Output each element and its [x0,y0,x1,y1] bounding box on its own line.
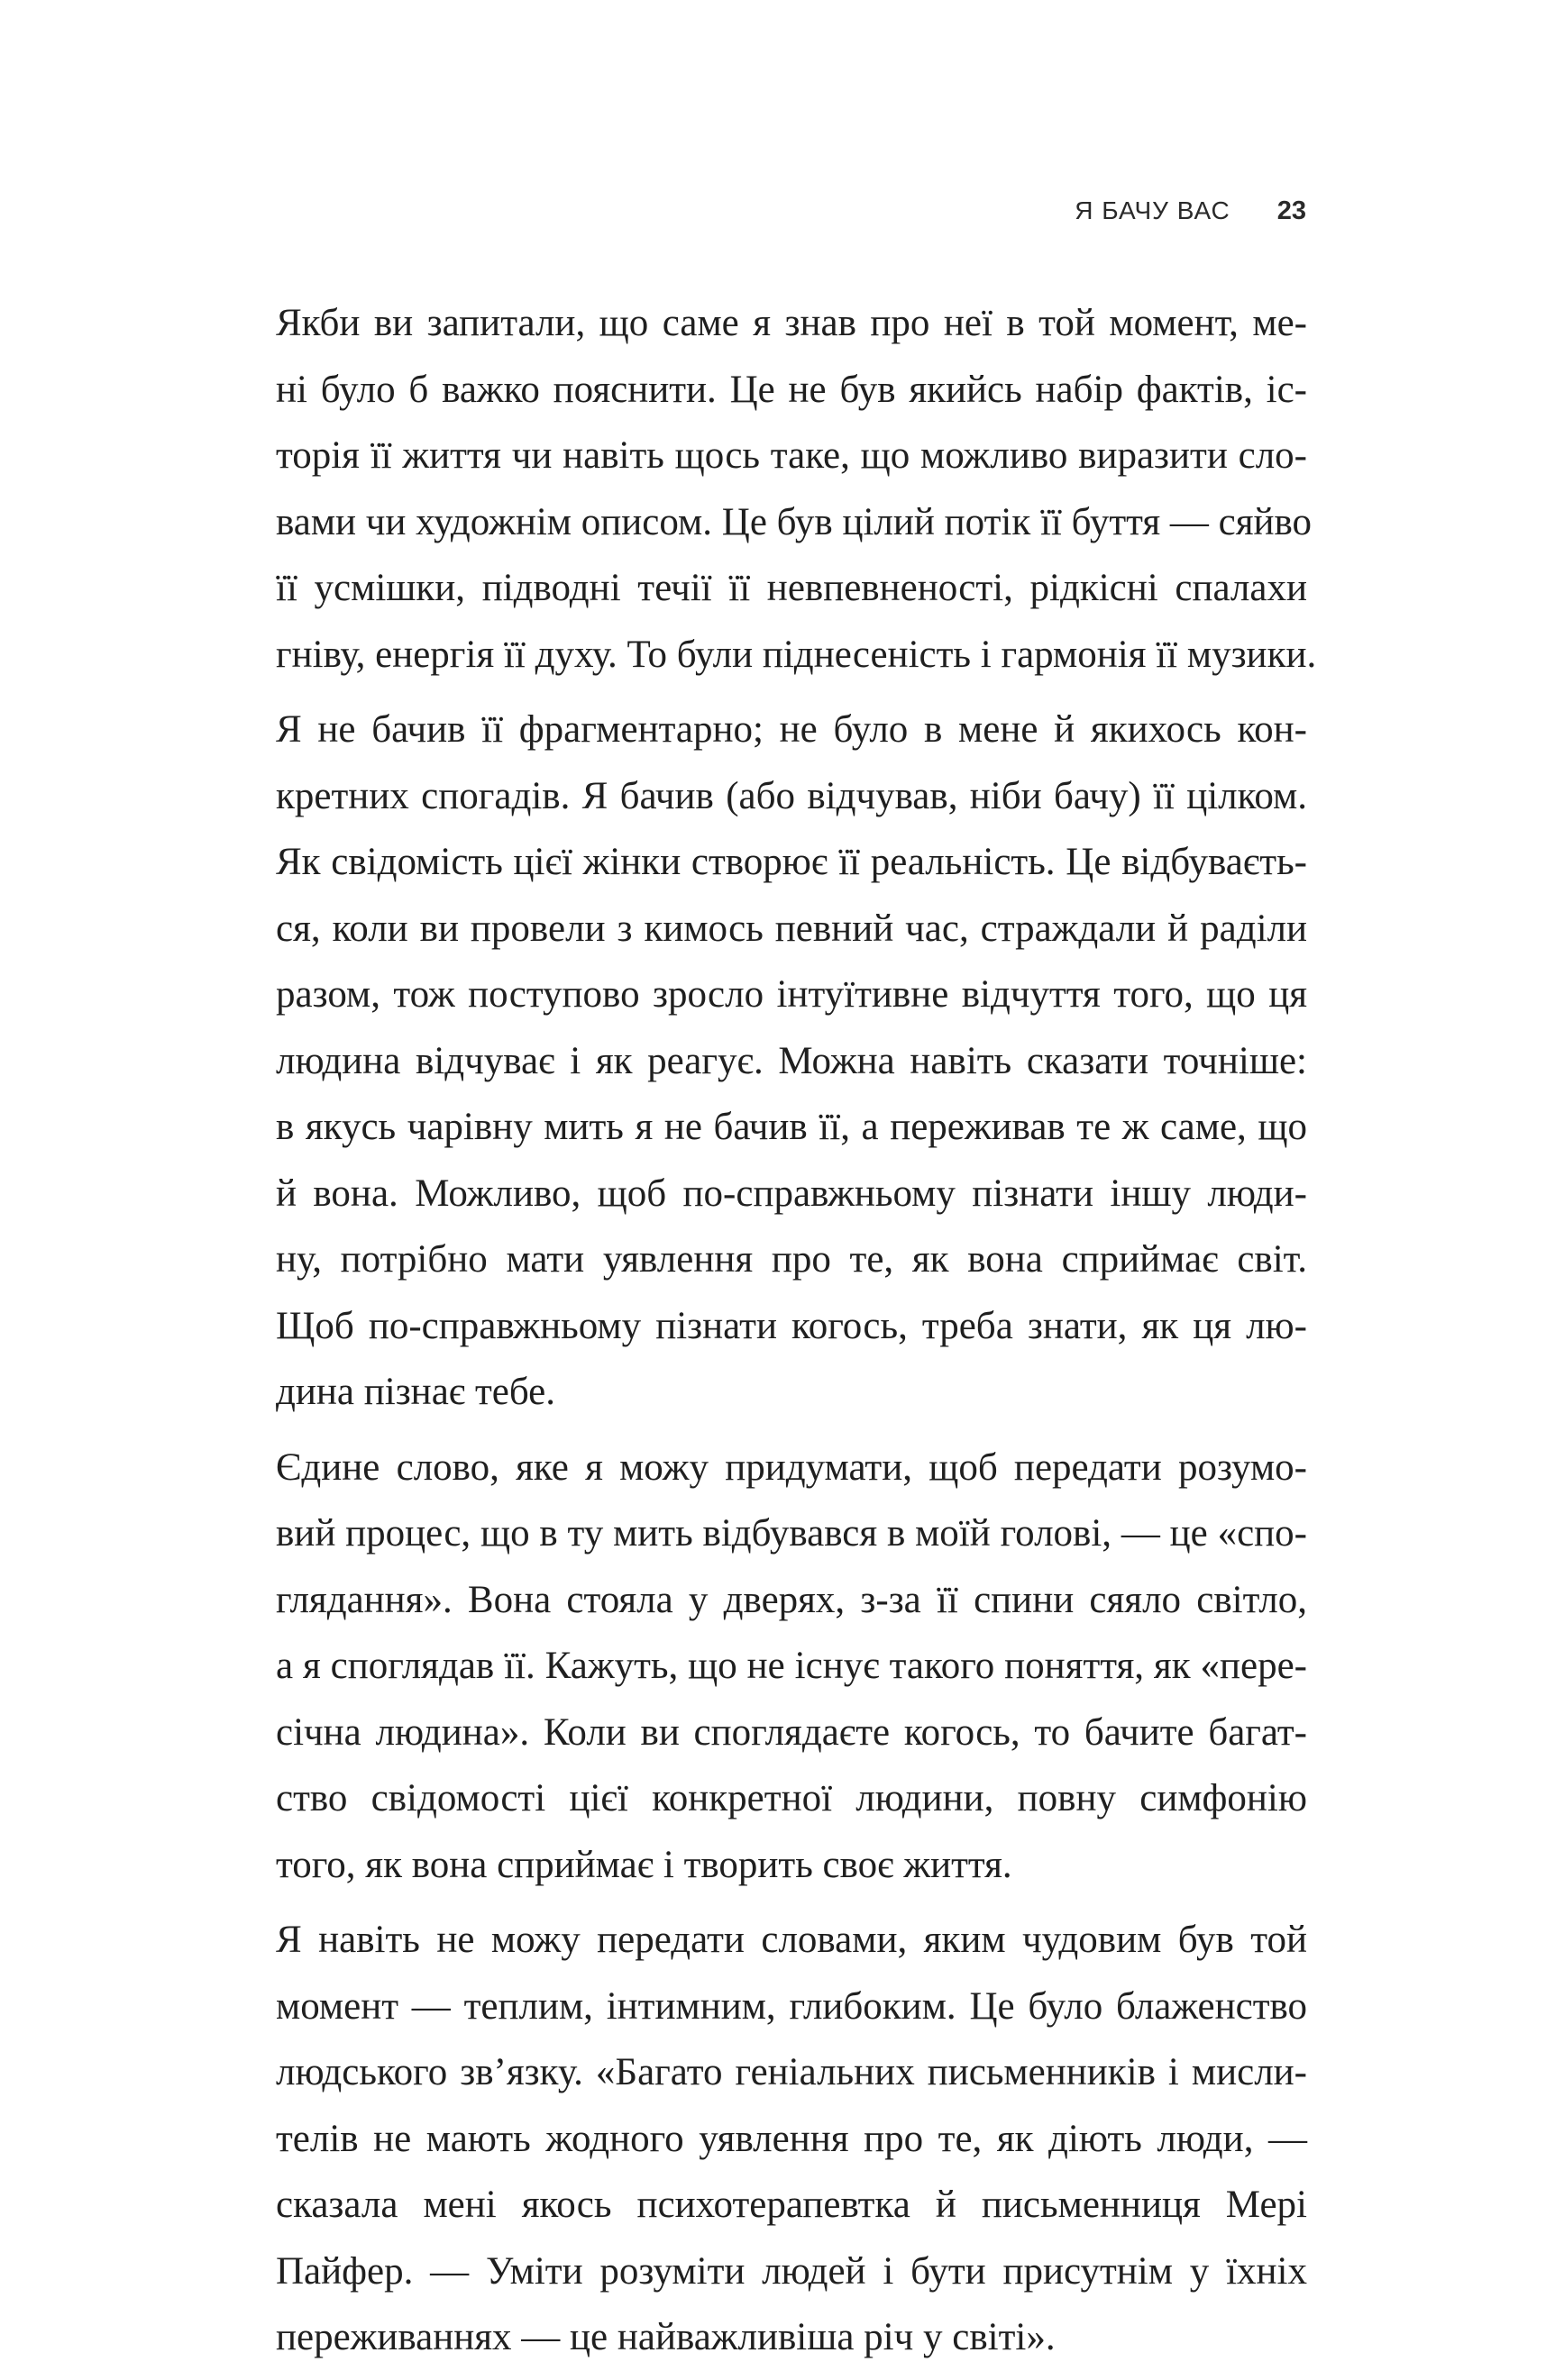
text-line: січна людина». Коли ви споглядаєте когось, то бачите багат- [276,1710,1307,1754]
text-line: Я не бачив її фрагментарно; не було в мене й якихось кон- [276,708,1307,751]
text-line: Я навіть не можу передати словами, яким чудовим був той [276,1919,1307,1961]
text-line: кретних спогадів. Я бачив (або відчував, ніби бачу) її цілком. [276,774,1307,817]
text-line: сказала мені якось психотерапевтка й письменниця Мері [276,2184,1307,2226]
paragraph-3 [231,1435,1307,1899]
text-line: глядання». Вона стояла у дверях, з-за її спини сяяло світло, [276,1578,1307,1621]
text-line: дина пізнає тебе. [276,1371,556,1413]
text-line: Єдине слово, яке я можу придумати, щоб передати розумо- [276,1445,1307,1489]
text-line: ні було б важко пояснити. Це не був якийсь набір фактів, іс- [276,368,1307,411]
text-line: ну, потрібно мати уявлення про те, як вона сприймає світ. [276,1238,1307,1281]
text-body [231,290,1317,2380]
text-line: ся, коли ви провели з кимось певний час, страждали й раділи [276,907,1307,950]
text-line: Якби ви запитали, що саме я знав про неї в той момент, ме- [276,302,1307,344]
text-line: ство свідомості цієї конкретної людини, повну симфонію [276,1777,1307,1819]
page-number: 23 [1276,196,1306,225]
text-line: вий процес, що в ту мить відбувався в моїй голові, — це «спо- [276,1512,1307,1555]
text-line: а я споглядав її. Кажуть, що не існує такого поняття, як «пере- [276,1645,1307,1687]
text-line: Щоб по-справжньому пізнати когось, треба знати, як ця лю- [276,1304,1307,1347]
text-line: вами чи художнім описом. Це був цілий потік її буття — сяйво [276,500,1313,543]
text-line: момент — теплим, інтимним, глибоким. Це було блаженство [276,1984,1307,2028]
text-line: того, як вона сприймає і творить своє життя. [276,1843,1012,1886]
text-line: разом, тож поступово зросло інтуїтивне відчуття того, що ця [276,973,1307,1016]
running-head [1075,196,1306,226]
paragraph-2 [231,697,1307,1426]
text-line: й вона. Можливо, щоб по-справжньому пізнати іншу люди- [276,1172,1307,1215]
running-title: Я БАЧУ ВАС [1075,196,1230,224]
paragraph-1 [231,290,1317,688]
text-line: Як свідомість цієї жінки створює її реальність. Це відбуваєть- [276,841,1307,883]
text-line: людина відчуває і як реагує. Можна навіть сказати точніше: [276,1039,1307,1082]
text-line: торія її життя чи навіть щось таке, що можливо виразити сло- [276,434,1307,477]
text-line: телів не мають жодного уявлення про те, як діють люди, — [276,2117,1307,2160]
text-line: її усмішки, підводні течії її невпевненості, рідкісні спалахи [276,567,1307,609]
text-line: гніву, енергія її духу. То були піднесеність і гармонія її музики. [276,633,1317,676]
text-line: в якусь чарівну мить я не бачив її, а переживав те ж саме, що [276,1106,1307,1148]
text-line: Пайфер. — Уміти розуміти людей і бути присутнім у їхніх [276,2249,1307,2293]
text-line: переживаннях — це найважливіша річ у світі». [276,2316,1056,2358]
text-line: людського зв’язку. «Багато геніальних письменників і мисли- [276,2051,1307,2093]
paragraph-4 [231,1907,1307,2371]
